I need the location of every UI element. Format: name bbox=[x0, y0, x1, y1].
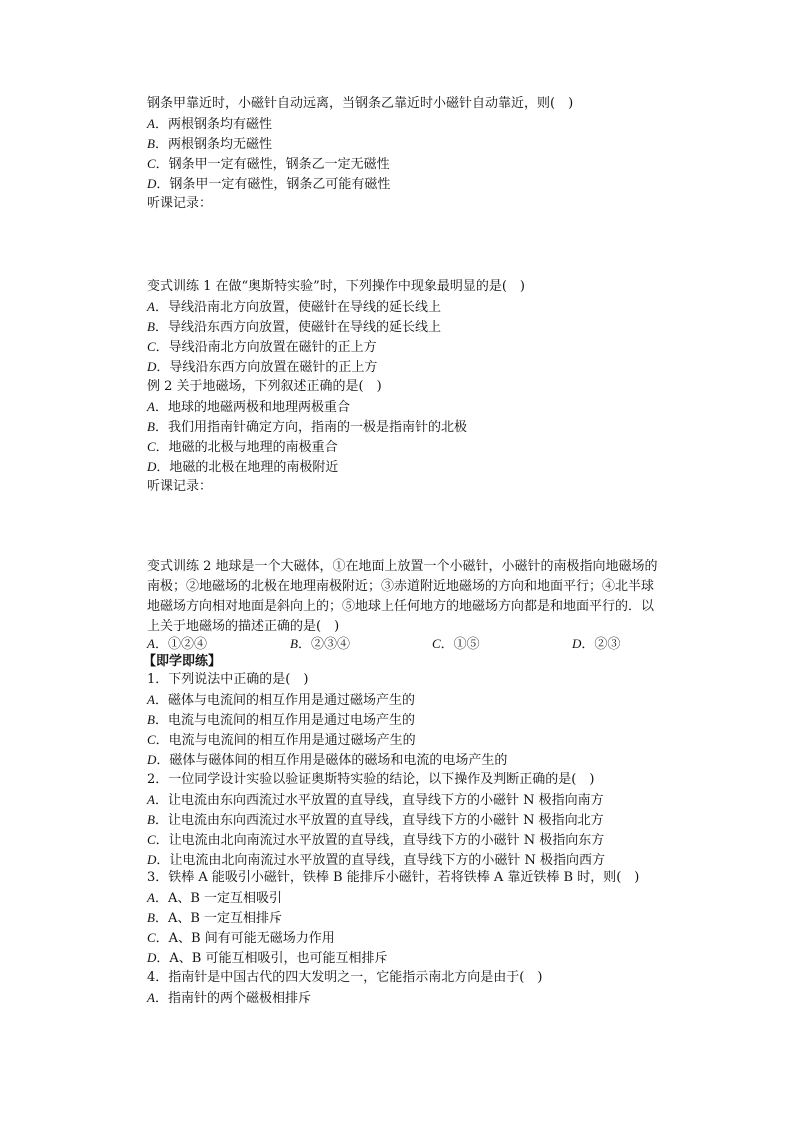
q3-option-c: C．A、B 间有可能无磁场力作用 bbox=[147, 930, 335, 946]
notes-label: 听课记录： bbox=[147, 479, 213, 494]
q2-option-d: D．让电流由北向南流过水平放置的直导线，直导线下方的小磁针 N 极指向西方 bbox=[147, 852, 606, 868]
variant1-option-a: A．导线沿南北方向放置，使磁针在导线的延长线上 bbox=[147, 299, 441, 315]
question-text: 钢条甲靠近时，小磁针自动远离，当钢条乙靠近时小磁针自动靠近，则( ) bbox=[147, 96, 574, 111]
q1-option-c: C．电流与电流间的相互作用是通过磁场产生的 bbox=[147, 732, 416, 748]
q3-option-b: B．A、B 一定互相排斥 bbox=[147, 910, 283, 926]
example2-option-c: C．地磁的北极与地理的南极重合 bbox=[147, 439, 338, 455]
option-a: A．两根钢条均有磁性 bbox=[147, 116, 272, 132]
variant2-option-a: A．①②④ bbox=[147, 636, 207, 652]
q2-option-c: C．让电流由北向南流过水平放置的直导线，直导线下方的小磁针 N 极指向东方 bbox=[147, 832, 605, 848]
variant1-question: 变式训练 1 在做“奥斯特实验”时，下列操作中现象最明显的是( ) bbox=[147, 279, 525, 294]
q3-question: 3．铁棒 A 能吸引小磁针，铁棒 B 能排斥小磁针，若将铁棒 A 靠近铁棒 B 时，则( ) bbox=[147, 870, 640, 885]
variant2-option-d: D．②③ bbox=[572, 636, 621, 652]
q3-option-d: D．A、B 可能互相吸引，也可能互相排斥 bbox=[147, 950, 388, 966]
variant1-option-d: D．导线沿东西方向放置在磁针的正上方 bbox=[147, 359, 378, 375]
option-b: B．两根钢条均无磁性 bbox=[147, 136, 272, 152]
notes-label: 听课记录： bbox=[147, 196, 213, 211]
variant2-option-b: B．②③④ bbox=[290, 636, 350, 652]
variant2-question: 变式训练 2 地球是一个大磁体，①在地面上放置一个小磁针，小磁针的南极指向地磁场的南极；②地磁场的北极在地理南极附近；③赤道附近地磁场的方向和地面平行；④北半球地磁场方向相对地面是斜向上的；⑤地球上任何地方的地磁场方向都是和地面平行的．以上关于地磁场的描述正确的是( ) bbox=[147, 559, 658, 634]
q2-question: 2．一位同学设计实验以验证奥斯特实验的结论，以下操作及判断正确的是( ) bbox=[147, 772, 595, 787]
variant2-option-c: C．①⑤ bbox=[432, 636, 480, 652]
q1-option-d: D．磁体与磁体间的相互作用是磁体的磁场和电流的电场产生的 bbox=[147, 752, 508, 768]
example2-option-a: A．地球的地磁两极和地理两极重合 bbox=[147, 399, 350, 415]
example2-option-d: D．地磁的北极在地理的南极附近 bbox=[147, 459, 339, 475]
q1-option-a: A．磁体与电流间的相互作用是通过磁场产生的 bbox=[147, 692, 415, 708]
variant1-option-c: C．导线沿南北方向放置在磁针的正上方 bbox=[147, 339, 377, 355]
q2-option-b: B．让电流由东向西流过水平放置的直导线，直导线下方的小磁针 N 极指向北方 bbox=[147, 812, 604, 828]
q4-question: 4．指南针是中国古代的四大发明之一，它能指示南北方向是由于( ) bbox=[147, 970, 543, 985]
example2-option-b: B．我们用指南针确定方向，指南的一极是指南针的北极 bbox=[147, 419, 467, 435]
option-d: D．钢条甲一定有磁性，钢条乙可能有磁性 bbox=[147, 176, 391, 192]
q1-question: 1．下列说法中正确的是( ) bbox=[147, 672, 309, 687]
example2-question: 例 2 关于地磁场，下列叙述正确的是( ) bbox=[147, 379, 382, 394]
q3-option-a: A．A、B 一定互相吸引 bbox=[147, 890, 283, 906]
q2-option-a: A．让电流由东向西流过水平放置的直导线，直导线下方的小磁针 N 极指向南方 bbox=[147, 792, 604, 808]
q1-option-b: B．电流与电流间的相互作用是通过电场产生的 bbox=[147, 712, 415, 728]
option-c: C．钢条甲一定有磁性，钢条乙一定无磁性 bbox=[147, 156, 390, 172]
q4-option-a: A．指南针的两个磁极相排斥 bbox=[147, 990, 311, 1006]
section-heading: 【即学即练】 bbox=[143, 654, 222, 669]
variant1-option-b: B．导线沿东西方向放置，使磁针在导线的延长线上 bbox=[147, 319, 441, 335]
